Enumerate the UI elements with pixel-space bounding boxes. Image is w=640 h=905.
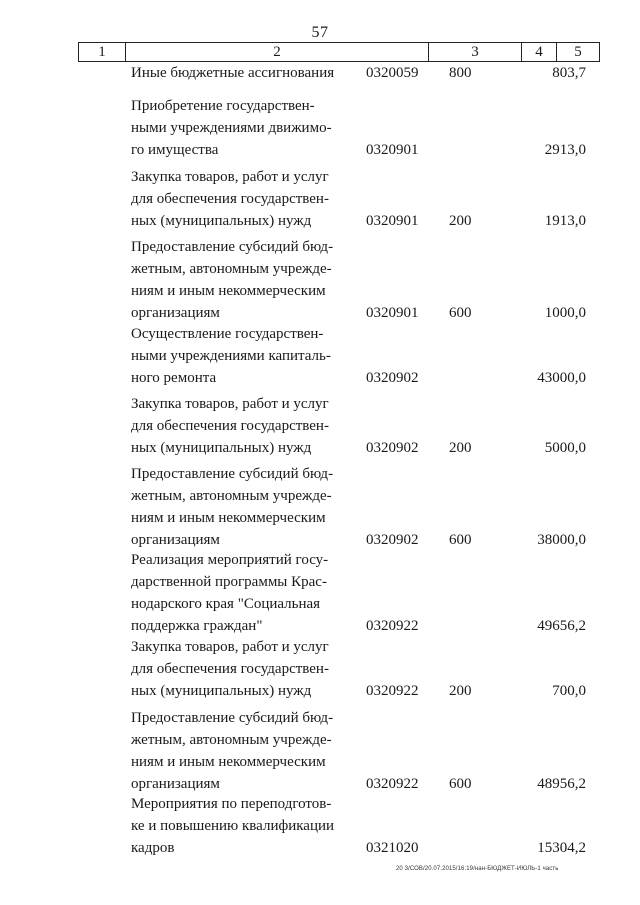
- row-code: 0320902: [366, 532, 419, 548]
- row-name-line: для обеспечения государствен-: [131, 418, 329, 434]
- row-name-line: ного ремонта: [131, 370, 217, 386]
- row-amount: 43000,0: [537, 370, 586, 386]
- row-name-line: Предоставление субсидий бюд-: [131, 466, 334, 482]
- row-code: 0320059: [366, 65, 419, 81]
- row-name-line: ниям и иным некоммерческим: [131, 510, 326, 526]
- row-code: 0320922: [366, 683, 419, 699]
- row-name-line: Закупка товаров, работ и услуг: [131, 396, 329, 412]
- row-code: 0320901: [366, 213, 419, 229]
- row-expense-type: 600: [449, 305, 472, 321]
- row-name-line: жетным, автономным учрежде-: [131, 261, 332, 277]
- row-name-line: дарственной программы Крас-: [131, 574, 327, 590]
- row-name-line: ных (муниципальных) нужд: [131, 683, 312, 699]
- row-name-line: поддержка граждан": [131, 618, 263, 634]
- row-name: [131, 236, 336, 324]
- row-code: 0320922: [366, 618, 419, 634]
- row-name-line: Иные бюджетные ассигнования: [131, 65, 335, 81]
- row-amount: 15304,2: [537, 840, 586, 856]
- row-expense-type: 600: [449, 776, 472, 792]
- row-name-line: Предоставление субсидий бюд-: [131, 710, 334, 726]
- row-expense-type: 200: [449, 213, 472, 229]
- header-col-3: 3: [429, 43, 522, 61]
- row-name-line: ных (муниципальных) нужд: [131, 213, 312, 229]
- row-name: [131, 549, 336, 637]
- row-name-line: жетным, автономным учрежде-: [131, 732, 332, 748]
- row-name-line: ными учреждениями капиталь-: [131, 348, 331, 364]
- row-name-line: кадров: [131, 840, 175, 856]
- row-name: [131, 793, 336, 859]
- row-amount: 700,0: [552, 683, 586, 699]
- row-name-line: ных (муниципальных) нужд: [131, 440, 312, 456]
- row-name-line: ными учреждениями движимо-: [131, 120, 332, 136]
- row-name: [131, 636, 336, 702]
- row-amount: 5000,0: [544, 440, 586, 456]
- header-col-5: 5: [557, 43, 600, 61]
- row-amount: 48956,2: [537, 776, 586, 792]
- row-name-line: ниям и иным некоммерческим: [131, 754, 326, 770]
- row-name: [131, 62, 336, 84]
- row-name-line: го имущества: [131, 142, 219, 158]
- row-name-line: организациям: [131, 776, 220, 792]
- row-name: [131, 393, 336, 459]
- row-name-line: для обеспечения государствен-: [131, 661, 329, 677]
- header-col-4: 4: [522, 43, 557, 61]
- row-code: 0320902: [366, 440, 419, 456]
- row-name-line: ке и повышению квалификации: [131, 818, 335, 834]
- row-name-line: организациям: [131, 532, 220, 548]
- footer-note: 20 3/СОВ/20.07.2015/16:19/нан-БЮДЖЕТ-ИЮЛЬ-1 часть: [396, 866, 559, 872]
- row-expense-type: 200: [449, 440, 472, 456]
- row-name-line: для обеспечения государствен-: [131, 191, 329, 207]
- row-name-line: жетным, автономным учрежде-: [131, 488, 332, 504]
- row-name-line: Осуществление государствен-: [131, 326, 324, 342]
- row-code: 0320922: [366, 776, 419, 792]
- row-expense-type: 600: [449, 532, 472, 548]
- header-col-2: 2: [126, 43, 429, 61]
- row-expense-type: 800: [449, 65, 472, 81]
- table-header: [78, 42, 600, 62]
- row-name: [131, 166, 336, 232]
- row-amount: 1913,0: [544, 213, 586, 229]
- row-name-line: Мероприятия по переподготов-: [131, 796, 332, 812]
- row-amount: 803,7: [552, 65, 586, 81]
- row-code: 0320901: [366, 305, 419, 321]
- row-code: 0320902: [366, 370, 419, 386]
- row-name: [131, 95, 336, 161]
- page-number: 57: [311, 24, 329, 41]
- row-amount: 49656,2: [537, 618, 586, 634]
- row-name-line: Закупка товаров, работ и услуг: [131, 639, 329, 655]
- row-amount: 2913,0: [544, 142, 586, 158]
- row-name-line: Предоставление субсидий бюд-: [131, 239, 334, 255]
- row-name-line: Закупка товаров, работ и услуг: [131, 169, 329, 185]
- row-name: [131, 323, 336, 389]
- row-name-line: ниям и иным некоммерческим: [131, 283, 326, 299]
- row-name: [131, 707, 336, 795]
- row-expense-type: 200: [449, 683, 472, 699]
- row-name-line: нодарского края "Социальная: [131, 596, 321, 612]
- header-col-1: 1: [79, 43, 126, 61]
- row-code: 0320901: [366, 142, 419, 158]
- row-name-line: Реализация мероприятий госу-: [131, 552, 329, 568]
- row-name-line: организациям: [131, 305, 220, 321]
- row-code: 0321020: [366, 840, 419, 856]
- row-amount: 38000,0: [537, 532, 586, 548]
- row-name: [131, 463, 336, 551]
- row-amount: 1000,0: [544, 305, 586, 321]
- row-name-line: Приобретение государствен-: [131, 98, 315, 114]
